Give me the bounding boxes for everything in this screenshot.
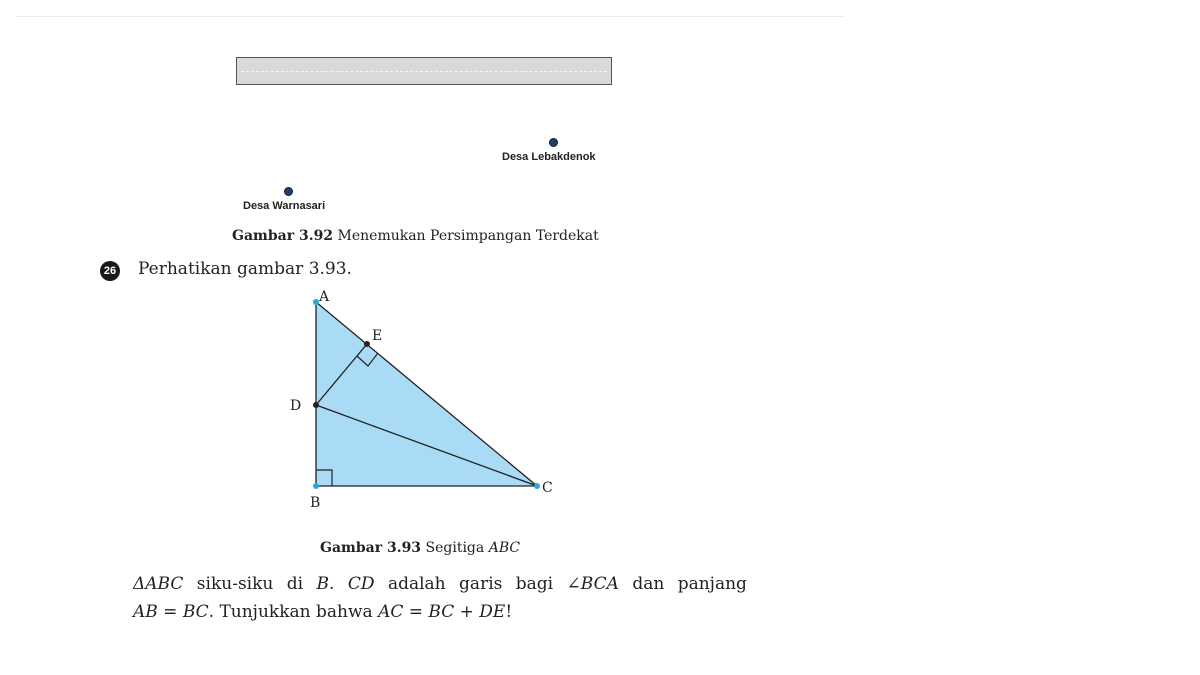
problem-math-ab-bc: AB = BC [133, 602, 209, 622]
problem-token: ΔABC [133, 574, 184, 594]
label-a: A [319, 289, 330, 305]
problem-token: garis [459, 574, 503, 594]
problem-end: ! [505, 602, 513, 622]
figure-caption-text: Menemukan Persimpangan Terdekat [337, 228, 599, 244]
problem-token: siku-siku [196, 574, 274, 594]
problem-statement [133, 570, 747, 626]
figure-caption-label: Gambar 3.93 [320, 540, 422, 556]
vertex-c [534, 483, 540, 489]
village-marker-warnasari [284, 187, 293, 196]
top-divider [16, 16, 844, 17]
road-center-dash [241, 71, 607, 72]
road-strip [236, 57, 612, 85]
figure-caption-3-93 [320, 540, 520, 556]
problem-token: CD [347, 574, 375, 594]
problem-math-ac: AC = BC + DE [378, 602, 506, 622]
problem-line-1 [133, 570, 747, 598]
triangle-abc-figure [280, 285, 580, 515]
label-c: C [542, 480, 553, 496]
problem-token: dan [632, 574, 665, 594]
problem-token: panjang [677, 574, 747, 594]
problem-text: . Tunjukkan bahwa [208, 602, 379, 622]
problem-token: B. [316, 574, 335, 594]
label-d: D [290, 398, 302, 414]
problem-token: bagi [515, 574, 554, 594]
vertex-b [313, 483, 319, 489]
village-label-warnasari: Desa Warnasari [243, 200, 326, 212]
triangle-abc [316, 302, 537, 486]
point-e [364, 341, 370, 347]
problem-token: ∠BCA [566, 574, 619, 594]
point-d [313, 402, 319, 408]
label-b: B [310, 495, 321, 511]
figure-caption-label: Gambar 3.92 [232, 228, 334, 244]
problem-token: di [286, 574, 304, 594]
problem-line-2 [133, 598, 747, 626]
question-number-badge: 26 [100, 261, 120, 281]
question-instruction: Perhatikan gambar 3.93. [138, 259, 352, 279]
figure-caption-text: Segitiga [425, 540, 485, 556]
label-e: E [372, 328, 383, 344]
village-marker-lebakdenok [549, 138, 558, 147]
village-label-lebakdenok: Desa Lebakdenok [502, 151, 596, 163]
figure-caption-3-92 [232, 228, 599, 244]
figure-caption-math: ABC [488, 540, 521, 556]
problem-token: adalah [387, 574, 446, 594]
